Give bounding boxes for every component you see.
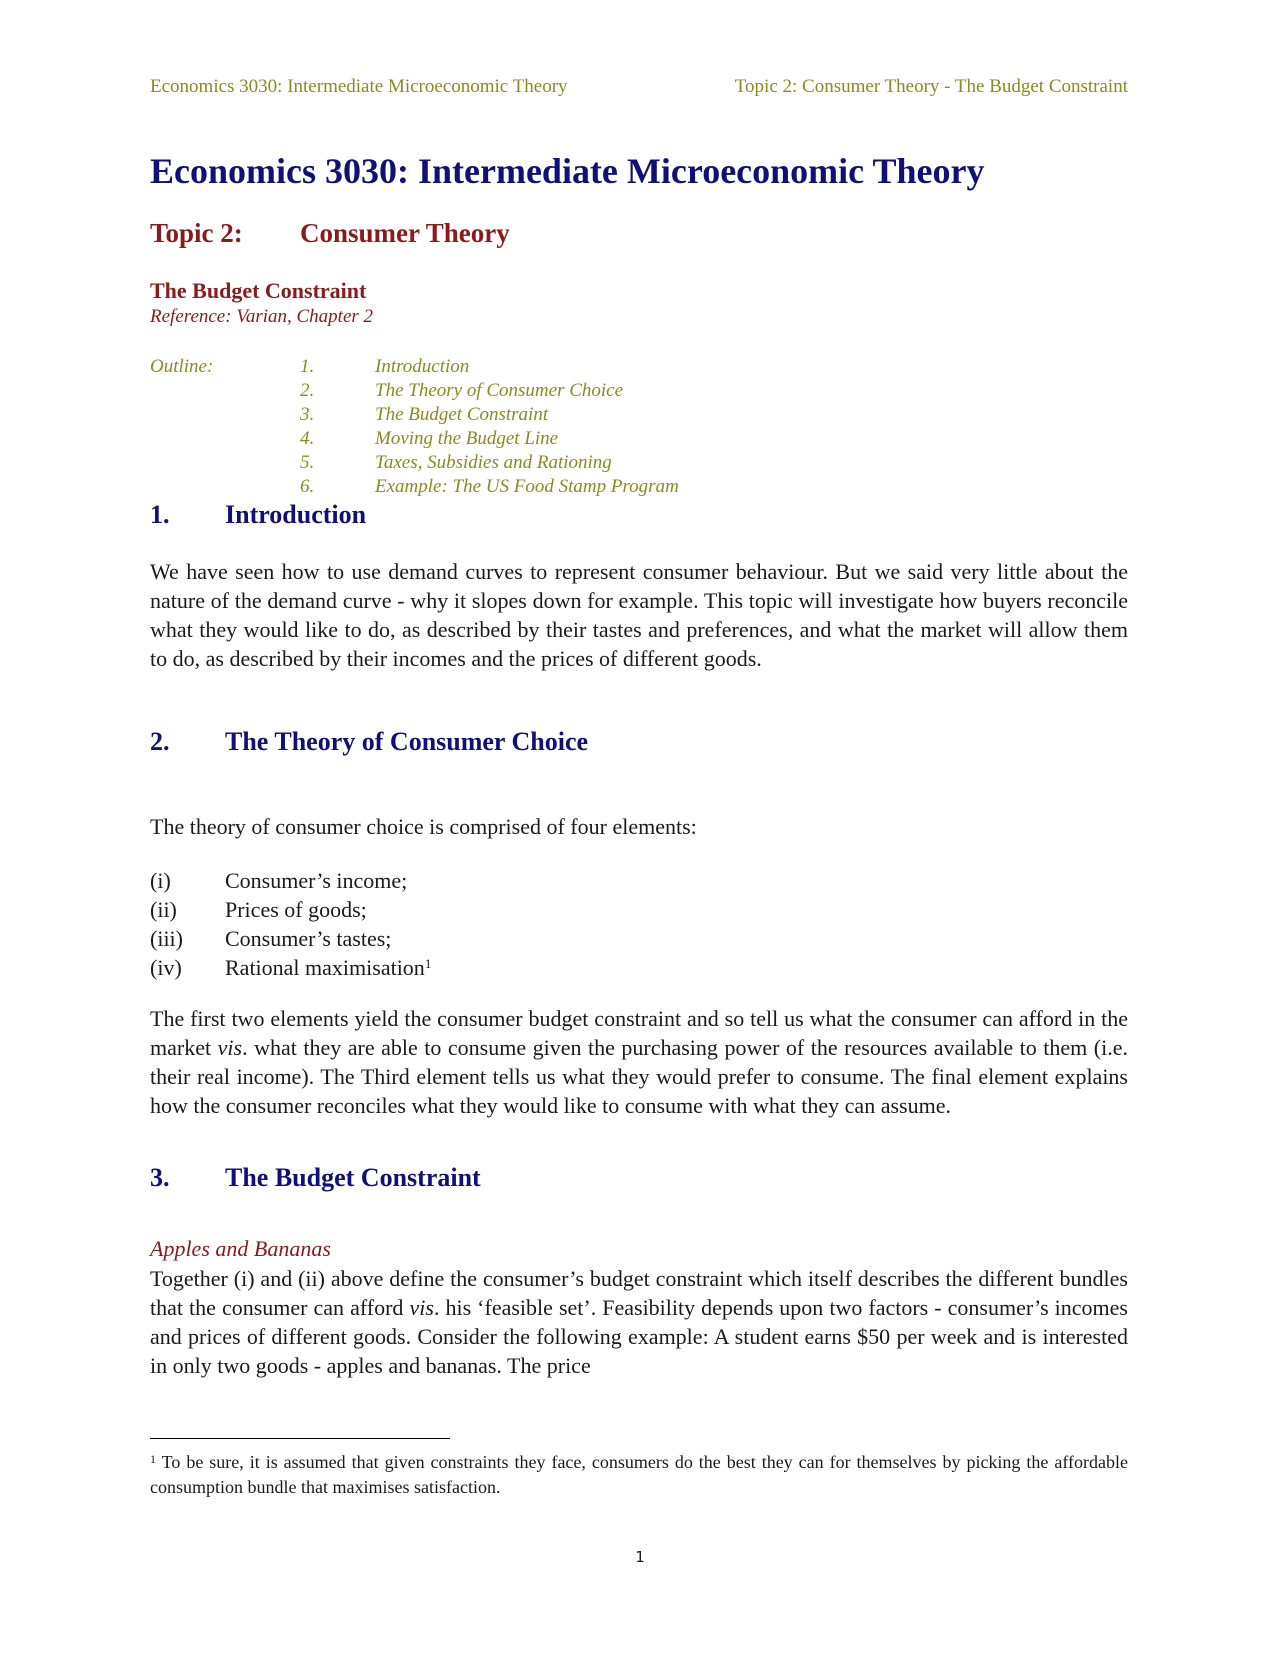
- element-text: Prices of goods;: [225, 897, 367, 922]
- subtitle: The Budget Constraint: [150, 278, 367, 303]
- element-item: [150, 866, 850, 895]
- elements-list: [150, 866, 850, 982]
- paragraph-emphasis: vis: [217, 1035, 243, 1060]
- outline-item-text: Taxes, Subsidies and Rationing: [375, 452, 612, 473]
- section-heading-consumer-choice: [150, 727, 589, 757]
- element-text: Consumer’s tastes;: [225, 926, 392, 951]
- element-text: [225, 953, 431, 982]
- topic-label: Topic 2:: [150, 218, 243, 248]
- running-header: [150, 76, 1128, 98]
- element-number: (ii): [150, 897, 177, 922]
- element-number: (iii): [150, 926, 183, 951]
- section-number: 2.: [150, 727, 170, 756]
- section-title: The Budget Constraint: [225, 1163, 481, 1192]
- running-header-left: Economics 3030: Intermediate Microeconomic Theory: [150, 76, 568, 97]
- paragraph-text: . what they are able to consume given the purchasing power of the resources available to them (i.e. their real income). The Third element tells us what they would prefer to consume. The final element explains how the consumer reconciles what they would like to consume with what they can assume.: [150, 1035, 1128, 1118]
- outline-item: [150, 404, 850, 428]
- outline-item-text: Moving the Budget Line: [375, 428, 559, 449]
- topic-heading: [150, 218, 510, 249]
- element-item: [150, 924, 850, 953]
- footnote: [150, 1450, 1128, 1500]
- outline-item-text: The Budget Constraint: [375, 404, 549, 425]
- section-title: Introduction: [225, 500, 367, 529]
- outline-item-text: The Theory of Consumer Choice: [375, 380, 624, 401]
- outline-item-number: 4.: [300, 428, 315, 449]
- element-number: (i): [150, 868, 171, 893]
- element-item: [150, 953, 850, 982]
- outline-item: [150, 380, 850, 404]
- budget-constraint-paragraph: [150, 1264, 1128, 1380]
- apples-bananas-subheading: Apples and Bananas: [150, 1236, 331, 1261]
- element-text-label: Rational maximisation: [225, 955, 425, 980]
- running-header-right: Topic 2: Consumer Theory - The Budget Constraint: [734, 76, 1128, 97]
- introduction-paragraph: We have seen how to use demand curves to represent consumer behaviour. But we said very little about the nature of the demand curve - why it slopes down for example. This topic will investigate how buyers reconcile what they would like to do, as described by their tastes and preferences, and what the market will allow them to do, as described by their incomes and the prices of different goods.: [150, 559, 1128, 671]
- footnote-separator: [150, 1438, 450, 1439]
- document-title: Economics 3030: Intermediate Microeconomic Theory: [150, 151, 985, 191]
- section-title: The Theory of Consumer Choice: [225, 727, 589, 756]
- footnote-reference[interactable]: 1: [424, 956, 432, 971]
- outline-label: Outline:: [150, 356, 214, 377]
- outline-item-number: 3.: [300, 404, 315, 425]
- consumer-choice-paragraph: [150, 1004, 1128, 1120]
- outline-list: [150, 356, 850, 500]
- footnote-number: 1: [150, 1452, 156, 1466]
- outline-item-text: Introduction: [375, 356, 470, 377]
- outline-item-number: 6.: [300, 476, 315, 497]
- footnote-text: To be sure, it is assumed that given constraints they face, consumers do the best they can for themselves by picking the affordable consumption bundle that maximises satisfaction.: [150, 1452, 1128, 1497]
- consumer-choice-intro: The theory of consumer choice is comprised of four elements:: [150, 814, 697, 839]
- element-item: [150, 895, 850, 924]
- outline-item-number: 1.: [300, 356, 315, 377]
- outline-item: [150, 356, 850, 380]
- paragraph-emphasis: vis: [409, 1295, 434, 1320]
- outline-item: [150, 428, 850, 452]
- outline-item: [150, 452, 850, 476]
- section-heading-introduction: [150, 500, 367, 530]
- outline-item-number: 2.: [300, 380, 315, 401]
- section-number: 3.: [150, 1163, 170, 1192]
- element-number: (iv): [150, 955, 182, 980]
- topic-name: Consumer Theory: [300, 218, 510, 248]
- outline-item-text: Example: The US Food Stamp Program: [375, 476, 679, 497]
- section-heading-budget-constraint: [150, 1163, 481, 1193]
- element-text: Consumer’s income;: [225, 868, 408, 893]
- paragraph-text: . his ‘feasible set’. Feasibility depends upon two factors - consumer’s incomes and prices of different goods. Consider the following example: A student earns $50 per week and is interested in only two goods - apples and bananas. The price: [150, 1295, 1128, 1378]
- outline-item: [150, 476, 850, 500]
- section-number: 1.: [150, 500, 170, 529]
- paragraph-text: The first two elements yield the consumer budget constraint and so tell us what the consumer can afford in the market: [150, 1006, 1128, 1060]
- reference: Reference: Varian, Chapter 2: [150, 306, 374, 327]
- outline-item-number: 5.: [300, 452, 315, 473]
- paragraph-text: Together (i) and (ii) above define the consumer’s budget constraint which itself describes the different bundles that the consumer can afford: [150, 1266, 1128, 1320]
- page-number: 1: [635, 1548, 645, 1566]
